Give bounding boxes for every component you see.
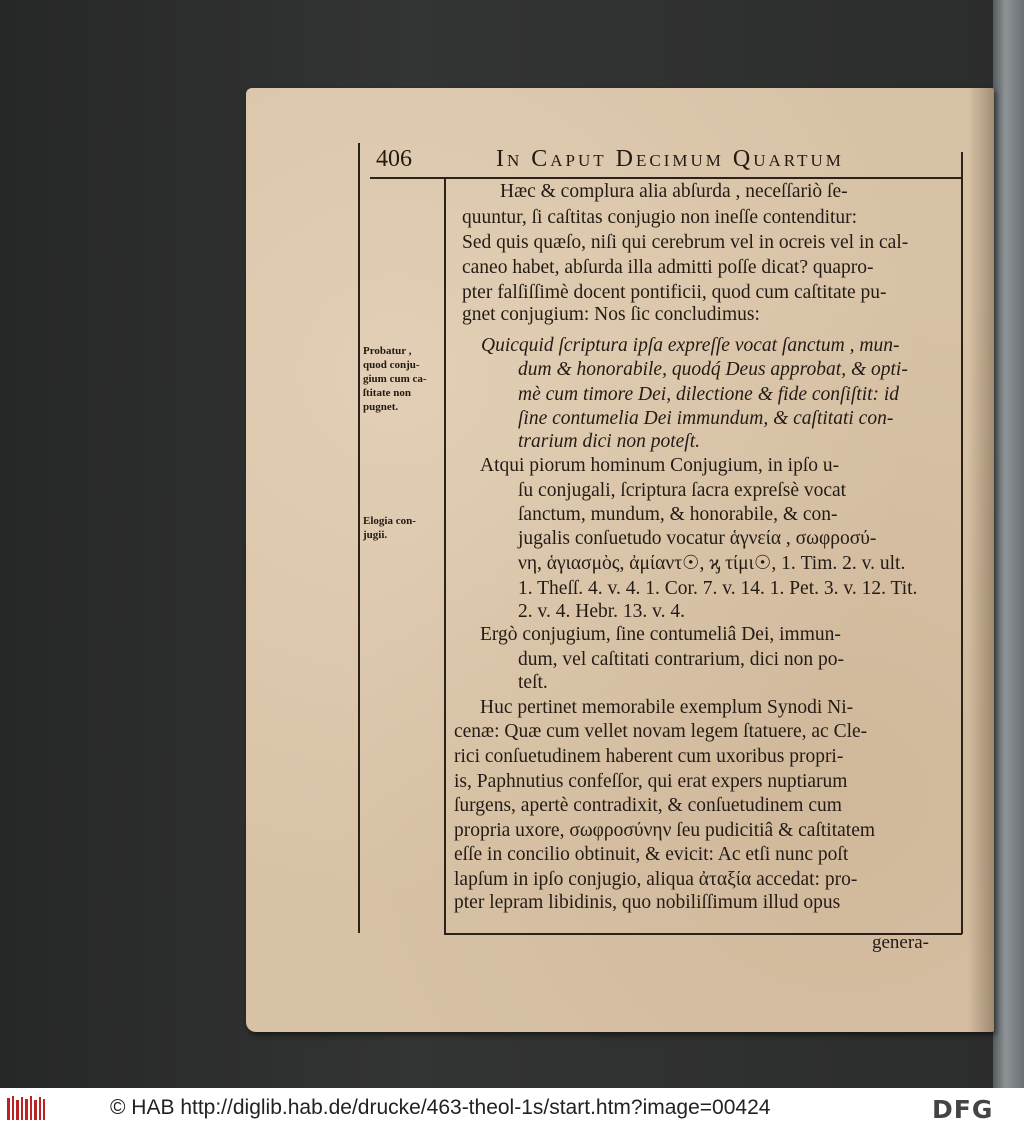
body-line: caneo habet, abſurda illa admitti poſſe dicat? quapro- — [462, 257, 874, 278]
body-line: Atqui piorum hominum Conjugium, in ipſo u- — [480, 455, 840, 476]
body-line: 2. v. 4. Hebr. 13. v. 4. — [518, 601, 685, 622]
book-edge — [993, 0, 1024, 1088]
body-line: is, Paphnutius confeſſor, qui erat expers nuptiarum — [454, 771, 848, 792]
margin-note-probatur — [363, 344, 443, 414]
margin-note-line: gium cum ca- — [363, 373, 427, 385]
margin-note-line: Probatur , — [363, 345, 412, 357]
hab-logo-icon — [6, 1094, 46, 1122]
frame-right-rule — [961, 152, 963, 934]
syllogism-line: dum & honorabile, quodq́ Deus approbat, & opti- — [518, 359, 908, 380]
footer-bar — [0, 1088, 1024, 1129]
body-line: Ergò conjugium, ſine contumeliâ Dei, immun- — [480, 624, 841, 645]
body-line: ſanctum, mundum, & honorabile, & con- — [518, 504, 838, 525]
body-line: jugalis conſuetudo vocatur ἁγνεία , σωφροσύ- — [518, 528, 877, 549]
frame-left-rule — [358, 143, 360, 933]
body-line: gnet conjugium: Nos ſic concludimus: — [462, 304, 760, 325]
syllogism-line: ſine contumelia Dei immundum, & caſtitati con- — [518, 408, 894, 429]
body-line: Sed quis quæſo, niſi qui cerebrum vel in ocreis vel in cal- — [462, 232, 909, 253]
margin-note-elogia — [363, 514, 443, 542]
margin-divider-rule — [444, 177, 446, 934]
body-line: lapſum in ipſo conjugio, aliqua ἀταξία accedat: pro- — [454, 869, 858, 890]
body-line: Huc pertinet memorabile exemplum Synodi Ni- — [480, 697, 854, 718]
dfg-logo: DFG — [932, 1095, 994, 1124]
margin-note-line: pugnet. — [363, 401, 399, 413]
body-line: quuntur, ſi caſtitas conjugio non ineſſe contenditur: — [462, 207, 858, 228]
body-line: pter lepram libidinis, quo nobiliſſimum illud opus — [454, 892, 841, 913]
header-rule — [370, 177, 962, 179]
page-number: 406 — [376, 146, 412, 172]
body-line: ſu conjugali, ſcriptura ſacra expreſsè vocat — [518, 480, 847, 501]
margin-note-line: ſtitate non — [363, 387, 411, 399]
running-title: In Caput Decimum Quartum — [496, 146, 844, 172]
body-line: ſurgens, apertè contradixit, & conſuetudinem cum — [454, 795, 842, 816]
syllogism-line: mè cum timore Dei, dilectione & fide conſiſtit: id — [518, 384, 900, 405]
page-gutter-shade — [968, 88, 994, 1032]
margin-note-line: quod conju- — [363, 359, 420, 371]
syllogism-line: Quicquid ſcriptura ipſa expreſſe vocat ſanctum , mun- — [481, 335, 900, 356]
body-line: dum, vel caſtitati contrarium, dici non po- — [518, 649, 844, 670]
margin-note-line: jugii. — [363, 529, 388, 541]
body-line: rici conſuetudinem haberent cum uxoribus propri- — [454, 746, 844, 767]
margin-note-line: Elogia con- — [363, 515, 416, 527]
body-line: eſſe in concilio obtinuit, & evicit: Ac etſi nunc poſt — [454, 844, 849, 865]
running-header — [368, 146, 958, 176]
catchword: genera- — [872, 932, 929, 953]
syllogism-line: trarium dici non poteſt. — [518, 431, 700, 452]
body-line: νη, ἁγιασμὸς, ἀμίαντ☉, ϗ τίμι☉, 1. Tim. 2. v. ult. — [518, 553, 906, 574]
body-line: Hæc & complura alia abſurda , neceſſariò ſe- — [500, 181, 848, 202]
source-url-credit[interactable]: © HAB http://diglib.hab.de/drucke/463-theol-1s/start.htm?image=00424 — [110, 1096, 771, 1119]
body-line: teſt. — [518, 672, 548, 693]
body-line: pter falſiſſimè docent pontificii, quod cum caſtitate pu- — [462, 282, 887, 303]
body-line: 1. Theſſ. 4. v. 4. 1. Cor. 7. v. 14. 1. Pet. 3. v. 12. Tit. — [518, 578, 918, 599]
body-line: cenæ: Quæ cum vellet novam legem ſtatuere, ac Cle- — [454, 721, 868, 742]
body-line: propria uxore, σωφροσύνην ſeu pudicitiâ & caſtitatem — [454, 820, 876, 841]
